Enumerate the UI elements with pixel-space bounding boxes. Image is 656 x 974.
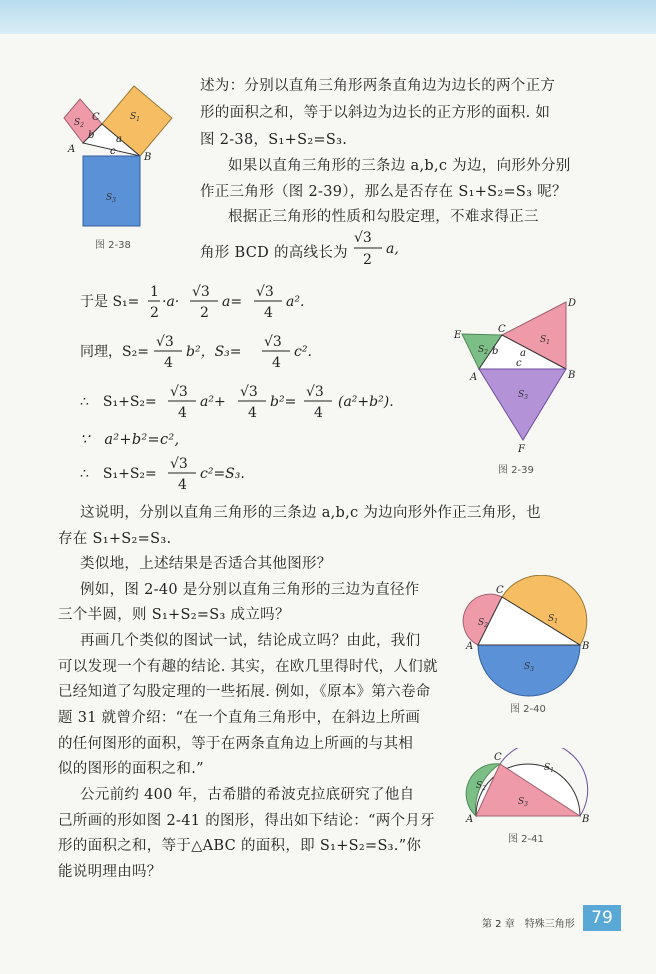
eq5-lead: ∴ S₁+S₂=	[80, 466, 157, 482]
figure-2-40	[462, 575, 594, 697]
para-7-line-4: 题 31 就曾介绍：“在一个直角三角形中，在斜边上所画	[58, 710, 421, 726]
eq1-end: a².	[286, 294, 305, 310]
label-c-vertex: C	[92, 112, 100, 123]
figure-2-41	[462, 748, 592, 826]
eq2-lead: 同理，S₂=	[80, 344, 149, 360]
para-8-line-3: 形的面积之和，等于△ABC 的面积，即 S₁+S₂=S₃.”你	[58, 838, 422, 854]
eq3-frac3-num: √3	[306, 384, 324, 400]
label-39-e: E	[454, 330, 462, 341]
para-7-line-5: 的任何图形的面积，等于在两条直角边上所画的与其相	[58, 736, 414, 752]
label-40-s3: $S_3$	[524, 662, 534, 673]
label-side-c: c	[110, 146, 116, 157]
para-7-line-6: 似的图形的面积之和.”	[58, 761, 204, 777]
eq3-b2: b²=	[270, 394, 297, 410]
label-b-vertex: B	[144, 152, 152, 163]
eq3-frac1-den: 4	[178, 405, 187, 421]
label-a-vertex: A	[68, 144, 76, 155]
eq3-frac3-den: 4	[314, 405, 323, 421]
label-39-b: B	[568, 370, 576, 381]
equation-s1	[80, 280, 380, 324]
caption-2-39: 图 2-39	[498, 465, 534, 476]
label-39-s1: $S_1$	[540, 335, 550, 346]
eq2-frac1-den: 4	[164, 355, 173, 371]
label-40-s2: $S_2$	[478, 618, 488, 629]
eq3-frac1-num: √3	[170, 384, 188, 400]
para-4-line-1: 这说明，分别以直角三角形的三条边 a,b,c 为边向形外作正三角形，也	[80, 505, 541, 521]
label-40-a: A	[466, 641, 474, 652]
frac-den: 2	[363, 252, 372, 268]
para-4-line-2: 存在 S₁+S₂=S₃.	[58, 531, 172, 547]
label-41-c: C	[494, 752, 502, 763]
para-1-line-2: 形的面积之和，等于以斜边为边长的正方形的面积. 如	[200, 105, 551, 121]
page-number: 79	[583, 905, 621, 931]
triangle-s3	[479, 369, 566, 440]
eq5-frac-num: √3	[170, 456, 188, 472]
label-41-b: B	[582, 814, 590, 825]
label-39-c: C	[498, 324, 506, 335]
eq3-lead: ∴ S₁+S₂=	[80, 394, 157, 410]
label-s3: $S_3$	[106, 193, 116, 204]
label-side-a: a	[116, 134, 122, 145]
para-6-line-1: 例如，图 2-40 是分别以直角三角形的三边为直径作	[80, 582, 420, 598]
eq1-frac1-num: 1	[150, 284, 159, 300]
para-6-line-2: 三个半圆，则 S₁+S₂=S₃ 成立吗？	[58, 607, 290, 623]
eq2-end: c².	[294, 344, 312, 360]
eq1-frac2-den: 2	[200, 305, 209, 321]
label-39-s2: $S_2$	[478, 345, 488, 356]
para-3-line-1: 根据正三角形的性质和勾股定理，不难求得正三	[228, 209, 539, 225]
eq2-frac2-num: √3	[264, 334, 282, 350]
caption-2-40: 图 2-40	[510, 704, 546, 715]
frac-num: √3	[354, 230, 372, 246]
chapter-footer: 第 2 章 特殊三角形	[482, 919, 575, 930]
figure-2-39	[448, 292, 588, 457]
para-2-line-1: 如果以直角三角形的三条边 a,b,c 为边，向形外分别	[228, 158, 571, 174]
figure-2-38	[50, 74, 185, 234]
equation-sum	[80, 380, 420, 424]
square-s3	[83, 156, 140, 226]
para-7-line-2: 可以发现一个有趣的结论. 其实，在欧几里得时代，人们就	[58, 659, 438, 675]
eq3-frac2-den: 4	[248, 405, 257, 421]
label-41-s1: $S_1$	[544, 763, 554, 774]
eq1-a: ·a·	[162, 294, 180, 310]
eq1-lead: 于是 S₁=	[80, 294, 140, 310]
eq5-frac-den: 4	[178, 477, 187, 493]
eq1-frac3-den: 4	[264, 305, 273, 321]
label-39-a: A	[470, 372, 478, 383]
label-39-f: F	[518, 444, 525, 455]
height-formula	[352, 226, 412, 270]
caption-2-38: 图 2-38	[95, 240, 131, 251]
eq3-end: (a²+b²).	[338, 394, 394, 410]
label-40-c: C	[496, 585, 504, 596]
label-39-side-c: c	[516, 358, 522, 369]
label-41-s3: $S_3$	[518, 797, 528, 808]
label-s2: $S_2$	[74, 118, 84, 129]
para-1-line-3: 图 2-38，S₁+S₂=S₃.	[200, 132, 348, 148]
para-7-line-1: 再画几个类似的图试一试，结论成立吗？由此，我们	[80, 633, 421, 649]
label-41-a: A	[466, 814, 474, 825]
label-39-side-b: b	[492, 346, 499, 357]
eq3-frac2-num: √3	[240, 384, 258, 400]
label-39-side-a: a	[520, 348, 526, 359]
label-40-b: B	[582, 641, 590, 652]
equation-pythagoras: ∵ a²+b²=c²,	[80, 432, 180, 448]
eq5-end: c²=S₃.	[200, 466, 245, 482]
label-39-d: D	[568, 298, 577, 309]
height-tail: a,	[386, 241, 399, 257]
para-5: 类似地，上述结果是否适合其他图形？	[80, 556, 332, 572]
eq2-frac2-den: 4	[272, 355, 281, 371]
label-s1: $S_1$	[130, 112, 140, 123]
label-40-s1: $S_1$	[548, 614, 558, 625]
equation-s2-s3	[80, 330, 380, 374]
para-8-line-4: 能说明理由吗？	[58, 864, 162, 880]
caption-2-41: 图 2-41	[508, 834, 544, 845]
para-3-line-2: 角形 BCD 的高线长为	[200, 245, 348, 261]
page-header-band	[0, 0, 656, 34]
eq1-frac2-num: √3	[192, 284, 210, 300]
label-39-s3: $S_3$	[518, 390, 528, 401]
para-2-line-2: 作正三角形（图 2-39），那么是否存在 S₁+S₂=S₃ 呢？	[200, 184, 567, 200]
eq2-frac1-num: √3	[156, 334, 174, 350]
label-41-s2: $S_2$	[476, 781, 486, 792]
para-7-line-3: 已经知道了勾股定理的一些拓展. 例如，《原本》第六卷命	[58, 684, 431, 700]
para-8-line-2: 己所画的形如图 2-41 的图形，得出如下结论：“两个月牙	[58, 813, 435, 829]
para-8-line-1: 公元前约 400 年，古希腊的希波克拉底研究了他自	[80, 787, 415, 803]
equation-conclusion	[80, 452, 340, 496]
eq2-b: b²，S₃=	[186, 344, 242, 360]
para-1-line-1: 述为：分别以直角三角形两条直角边为边长的两个正方	[200, 78, 556, 94]
eq1-frac3-num: √3	[256, 284, 274, 300]
eq1-frac1-den: 2	[150, 305, 159, 321]
eq3-a2: a²+	[200, 394, 226, 410]
eq1-a2: a=	[222, 294, 243, 310]
label-side-b: b	[88, 130, 95, 141]
